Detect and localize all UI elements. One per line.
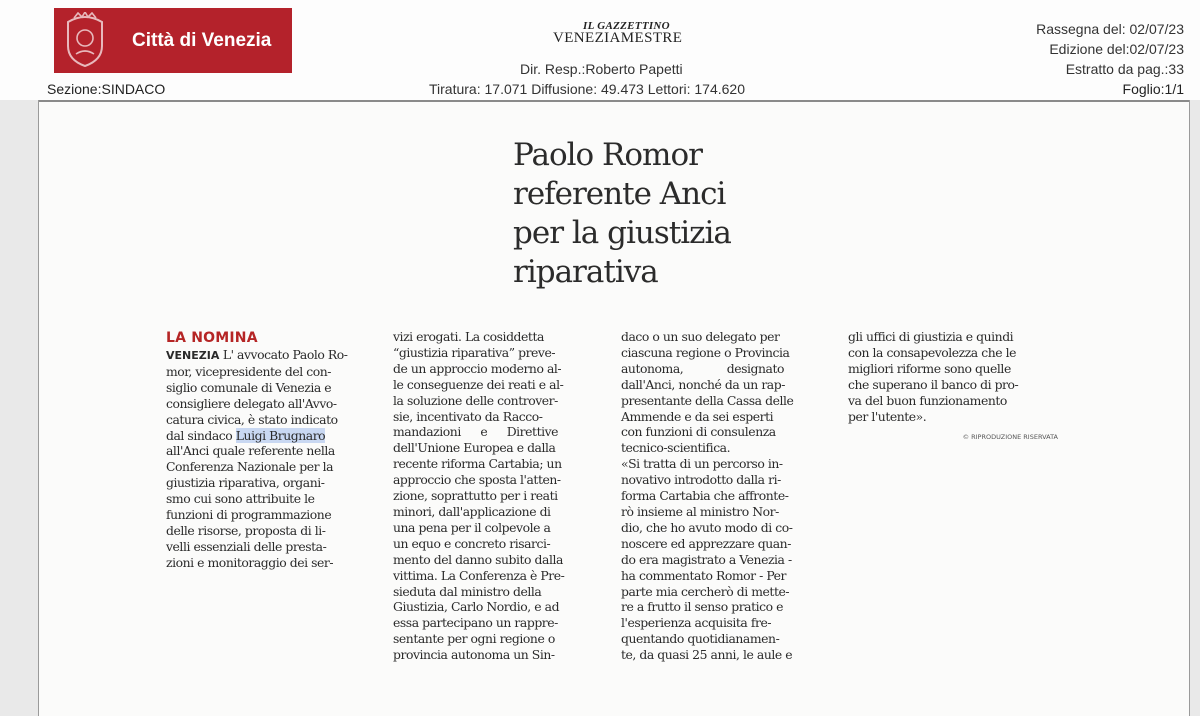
column-line: con funzioni di consulenza [621, 424, 776, 440]
column-line: essa partecipano un rappre- [393, 615, 558, 631]
logo-name: Città di Venezia [132, 30, 272, 51]
column-line: l'esperienza acquisita fre- [621, 615, 772, 631]
column-line: per l'utente». [848, 408, 927, 424]
column-line: Ammende e da sei esperti [621, 408, 774, 424]
column-line: funzioni di programmazione [166, 507, 332, 523]
column-line: approccio che sposta l'atten- [393, 472, 561, 488]
headline-line: per la giustizia [513, 215, 731, 251]
extract-page: Estratto da pag.:33 [1065, 61, 1184, 77]
left-border [38, 100, 39, 716]
sheet-number: Foglio:1/1 [1122, 81, 1184, 97]
highlighted-name: Luigi Brugnaro [235, 427, 326, 443]
column-line: dell'Unione Europea e dalla [393, 440, 556, 456]
column-line: velli essenziali delle presta- [166, 538, 327, 554]
column-line: recente riforma Cartabia; un [393, 456, 562, 472]
masthead-title: IL GAZZETTINO [583, 20, 670, 32]
column-line: forma Cartabia che affronte- [621, 488, 789, 504]
article-column-3 [621, 329, 831, 663]
column-line: sieduta dal ministro della [393, 583, 542, 599]
article-column-2 [393, 329, 603, 663]
column-line: consigliere delegato all'Avvo- [166, 395, 337, 411]
newspaper-masthead [553, 20, 683, 48]
column-line: ha commentato Romor - Per [621, 567, 787, 583]
column-line: zioni e monitoraggio dei ser- [166, 554, 334, 570]
edition-date: Edizione del:02/07/23 [1049, 41, 1184, 57]
column-line: un equo e concreto risarci- [393, 535, 551, 551]
header-divider [38, 100, 1190, 102]
column-line: zione, soprattutto per i reati [393, 488, 558, 504]
column-line: de un approccio moderno al- [393, 360, 562, 376]
headline-line: riparativa [513, 254, 658, 290]
column-line: le conseguenze dei reati e al- [393, 376, 564, 392]
column-line: presentante della Cassa delle [621, 392, 794, 408]
column-text: L' avvocato Paolo Ro- [219, 347, 348, 362]
circulation-label: Tiratura: 17.071 Diffusione: 49.473 Lettori: 174.620 [429, 81, 745, 97]
column-line [166, 347, 376, 364]
article-column-1 [166, 329, 376, 571]
column-line: minori, dall'applicazione di [393, 503, 551, 519]
director-label: Dir. Resp.:Roberto Papetti [520, 61, 683, 77]
column-line: dio, che ho avuto modo di co- [621, 519, 793, 535]
headline-line: referente Anci [513, 176, 726, 212]
citta-di-venezia-logo [54, 8, 292, 73]
column-line: novativo introdotto dalla ri- [621, 472, 781, 488]
column-line: ciascuna regione o Provincia [621, 344, 790, 360]
venice-crest-icon [62, 12, 108, 68]
column-line: quentando quotidianamen- [621, 631, 780, 647]
column-line: sentante per ogni regione o [393, 631, 555, 647]
column-line: delle risorse, proposta di li- [166, 522, 326, 538]
column-line: mor, vicepresidente del con- [166, 363, 332, 379]
column-line: migliori riforme sono quelle [848, 360, 1011, 376]
column-line: mento del danno subito dalla [393, 551, 563, 567]
article-column-4 [848, 329, 1058, 446]
column-line: rò insieme al ministro Nor- [621, 503, 779, 519]
column-line: va del buon funzionamento [848, 392, 1007, 408]
column-line: Conferenza Nazionale per la [166, 459, 334, 475]
column-line: tecnico-scientifica. [621, 440, 731, 456]
headline-line: Paolo Romor [513, 137, 702, 173]
column-line: te, da quasi 25 anni, le aule e [621, 647, 793, 663]
masthead-subtitle: VENEZIAMESTRE [553, 30, 683, 46]
column-line: la soluzione delle controver- [393, 392, 558, 408]
column-line: provincia autonoma un Sin- [393, 647, 555, 663]
column-line: parte mia cercherò di mette- [621, 583, 790, 599]
column-line: “giustizia riparativa” preve- [393, 344, 556, 360]
column-line: giustizia riparativa, organi- [166, 475, 325, 491]
column-line: daco o un suo delegato per [621, 329, 780, 344]
column-line: do era magistrato a Venezia - [621, 551, 792, 567]
column-line: «Si tratta di un percorso in- [621, 456, 783, 472]
column-line: all'Anci quale referente nella [166, 443, 335, 459]
section-label: Sezione:SINDACO [47, 81, 166, 97]
column-line: dall'Anci, nonché da un rap- [621, 376, 785, 392]
column-line: catura civica, è stato indicato [166, 411, 338, 427]
column-line: vittima. La Conferenza è Pre- [393, 567, 565, 583]
column-text: dal sindaco [166, 427, 236, 443]
article-dateline: VENEZIA [166, 349, 220, 362]
column-line: che superano il banco di pro- [848, 376, 1019, 392]
column-line: noscere ed apprezzare quan- [621, 535, 791, 551]
column-line: Giustizia, Carlo Nordio, e ad [393, 599, 560, 615]
column-line: siglio comunale di Venezia e [166, 379, 332, 395]
right-border [1189, 100, 1190, 716]
column-line: sie, incentivato da Racco- [393, 408, 543, 424]
column-line [166, 428, 376, 444]
column-line: con la consapevolezza che le [848, 344, 1017, 360]
column-line: mandazioni e Direttive [393, 424, 559, 440]
column-line: re a frutto il senso pratico e [621, 599, 784, 615]
column-line: autonoma, designato [621, 360, 785, 376]
copyright-notice: © RIPRODUZIONE RISERVATA [962, 433, 1058, 442]
column-line: vizi erogati. La cosiddetta [393, 329, 544, 344]
column-line: smo cui sono attribuite le [166, 491, 315, 507]
review-date: Rassegna del: 02/07/23 [1036, 21, 1184, 37]
column-line: gli uffici di giustizia e quindi [848, 329, 1014, 344]
article-headline [513, 136, 843, 292]
article-kicker: LA NOMINA [166, 330, 258, 346]
column-line: una pena per il colpevole a [393, 519, 551, 535]
